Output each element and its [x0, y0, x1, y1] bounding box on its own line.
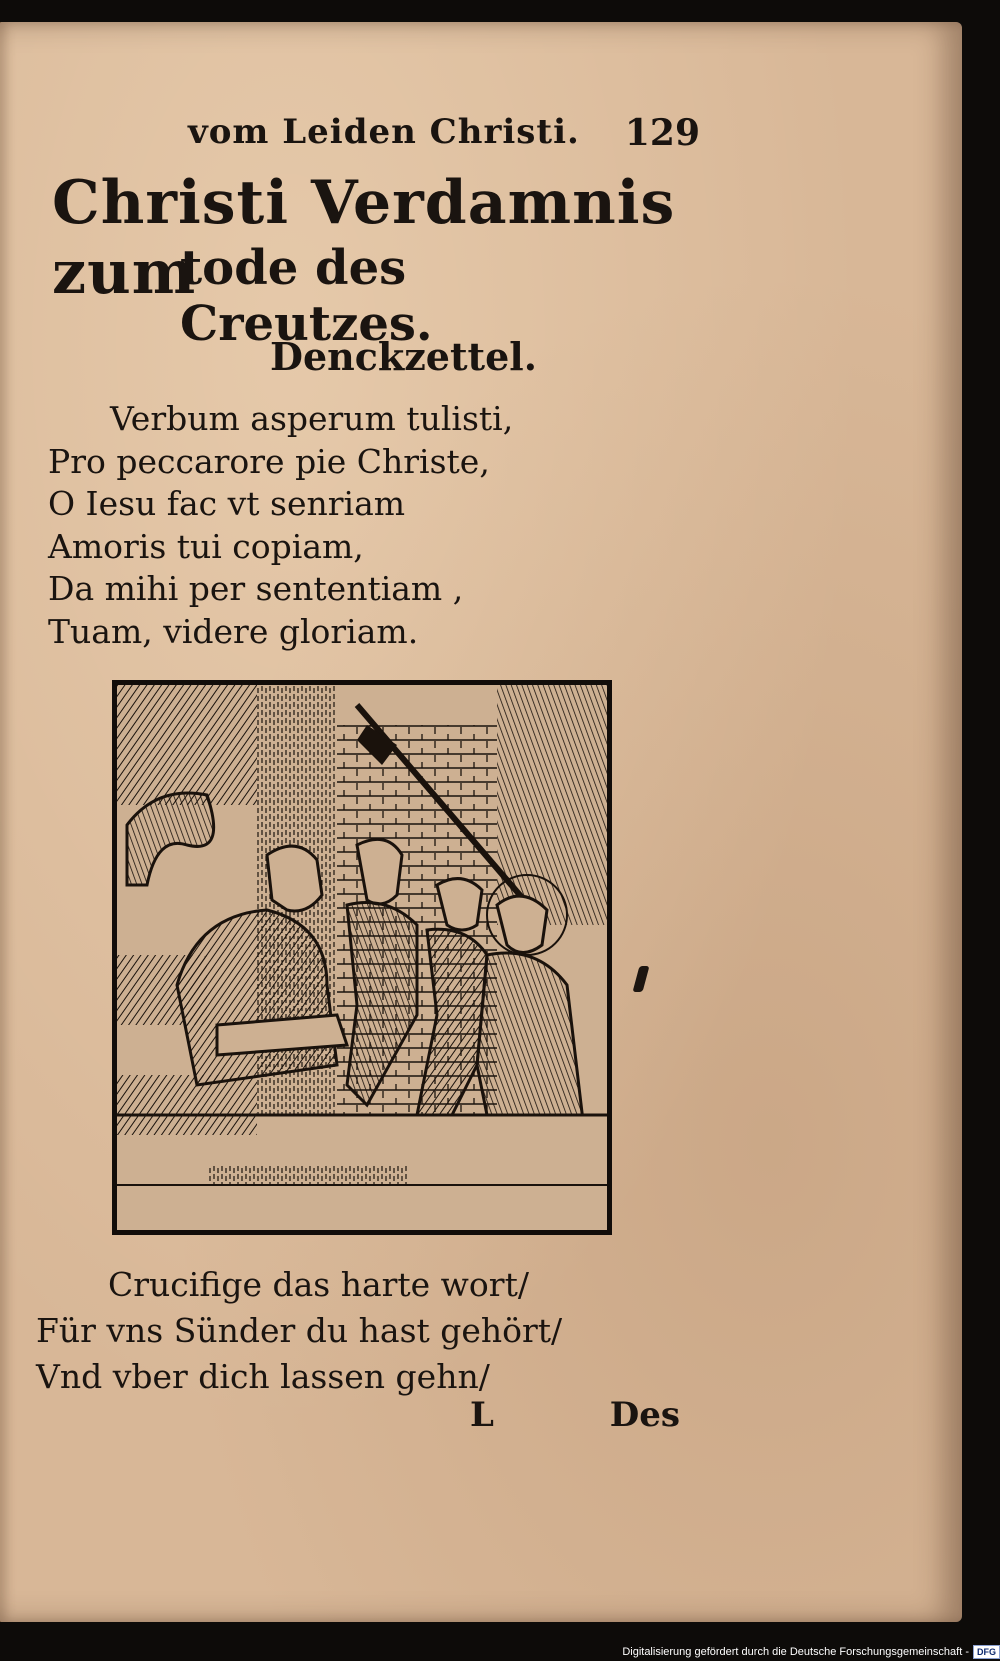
page-header — [180, 112, 700, 162]
signature-mark: L — [470, 1395, 494, 1435]
chapter-title-line-2: tode des Creutzes. — [180, 240, 433, 352]
latin-verse-line: Amoris tui copiam, — [48, 526, 364, 566]
german-verse — [36, 1262, 596, 1400]
page-number: 129 — [624, 112, 700, 154]
latin-verse-line: Pro peccarore pie Christe, — [48, 441, 490, 481]
running-head: vom Leiden Christi. — [188, 112, 580, 152]
woodcut-illustration — [112, 680, 612, 1235]
dfg-logo: DFG — [973, 1645, 1000, 1659]
latin-verse-line: O Iesu fac vt senriam — [48, 484, 406, 524]
latin-verse-line: Tuam, videre gloriam. — [48, 611, 419, 651]
digitization-credit — [600, 1642, 1000, 1661]
subheading: Denckzettel. — [270, 334, 537, 379]
credit-text: Digitalisierung gefördert durch die Deutsche Forschungsgemeinschaft - — [622, 1645, 969, 1658]
latin-verse-line: Da mihi per sententiam , — [48, 569, 464, 609]
catchword: Des — [609, 1395, 680, 1435]
latin-verse — [48, 398, 568, 654]
chapter-title-line-1: Christi Verdamnis zum — [52, 168, 676, 308]
german-verse-line: Für vns Sünder du hast gehört/ — [36, 1311, 563, 1350]
page-footer — [440, 1395, 680, 1445]
german-verse-line: Vnd vber dich lassen gehn/ — [36, 1357, 490, 1396]
latin-verse-line: Verbum asperum tulisti, — [110, 399, 514, 438]
german-verse-line: Crucifige das harte wort/ — [108, 1265, 529, 1304]
woodcut-image — [117, 685, 607, 1230]
